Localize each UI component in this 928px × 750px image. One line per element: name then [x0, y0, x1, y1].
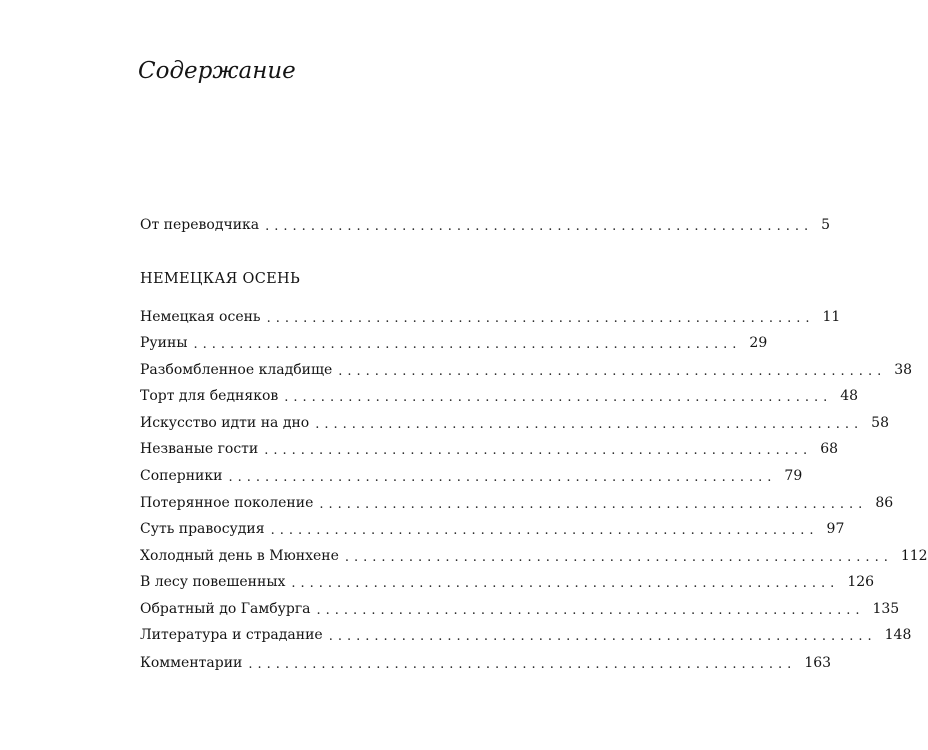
toc-entry-label: Немецкая осень [140, 309, 261, 325]
page-title: Содержание [138, 58, 296, 84]
toc-entry-label: В лесу повешенных [140, 574, 286, 590]
toc-entry[interactable] [140, 543, 928, 565]
toc-entry-page: 58 [871, 415, 889, 431]
toc-entry-label: Незваные гости [140, 441, 259, 457]
toc-entry[interactable] [140, 463, 803, 485]
dot-leader: ............................................................ [193, 337, 742, 352]
toc-entry-page: 148 [884, 627, 912, 643]
dot-leader: ............................................................ [319, 497, 868, 512]
dot-leader: ............................................................ [284, 390, 833, 405]
toc-entry-page: 48 [840, 388, 859, 404]
toc-entry[interactable] [140, 516, 845, 538]
toc-entry[interactable] [140, 330, 768, 352]
dot-leader: ............................................................ [264, 443, 813, 458]
toc-entry[interactable] [140, 357, 913, 379]
dot-leader: ............................................................ [228, 470, 777, 485]
dot-leader: ............................................................ [248, 657, 797, 672]
dot-leader: ............................................................ [315, 417, 864, 432]
toc-entry-page: 79 [784, 468, 803, 484]
toc-entry-page: 126 [847, 574, 875, 590]
toc-entry-page: 86 [875, 495, 894, 511]
section-heading: НЕМЕЦКАЯ ОСЕНЬ [140, 271, 301, 287]
toc-entry-label: Соперники [140, 468, 223, 484]
toc-entry-label: Руины [140, 335, 188, 351]
toc-entry-page: 97 [826, 521, 845, 537]
toc-entry[interactable] [140, 490, 894, 512]
toc-entry[interactable] [140, 410, 889, 432]
toc-entry-label: Комментарии [140, 655, 243, 671]
toc-entry[interactable] [140, 383, 859, 405]
toc-entry-page: 112 [900, 548, 928, 564]
toc-entry-label: Разбомбленное кладбище [140, 362, 333, 378]
toc-entry-page: 135 [872, 601, 900, 617]
dot-leader: ............................................................ [266, 311, 815, 326]
toc-entry[interactable] [140, 304, 841, 326]
toc-entry-page: 38 [894, 362, 913, 378]
dot-leader: ............................................................ [338, 364, 887, 379]
toc-entry[interactable] [140, 622, 912, 644]
toc-entry-page: 68 [820, 441, 839, 457]
dot-leader: ............................................................ [291, 576, 840, 591]
dot-leader: ............................................................ [270, 523, 819, 538]
dot-leader: ............................................................ [344, 550, 893, 565]
toc-entry[interactable] [140, 436, 839, 458]
toc-entry-label: Обратный до Гамбурга [140, 601, 311, 617]
toc-entry[interactable] [140, 569, 875, 591]
dot-leader: ............................................................ [316, 603, 865, 618]
toc-entry-page: 29 [749, 335, 768, 351]
toc-entry-label: Литература и страдание [140, 627, 323, 643]
toc-entry-label: От переводчика [140, 217, 260, 233]
toc-entry-label: Холодный день в Мюнхене [140, 548, 339, 564]
toc-entry-label: Искусство идти на дно [140, 415, 310, 431]
toc-entry-page: 5 [821, 217, 831, 233]
toc-entry-label: Торт для бедняков [140, 388, 279, 404]
toc-entry-label: Потерянное поколение [140, 495, 314, 511]
dot-leader: ............................................................ [328, 629, 877, 644]
toc-entry[interactable] [140, 596, 900, 618]
dot-leader: ............................................................ [265, 219, 814, 234]
toc-entry[interactable] [140, 650, 832, 672]
toc-entry-intro[interactable] [140, 212, 831, 234]
toc-entry-page: 163 [804, 655, 832, 671]
toc-entry-label: Суть правосудия [140, 521, 265, 537]
toc-entry-page: 11 [822, 309, 841, 325]
